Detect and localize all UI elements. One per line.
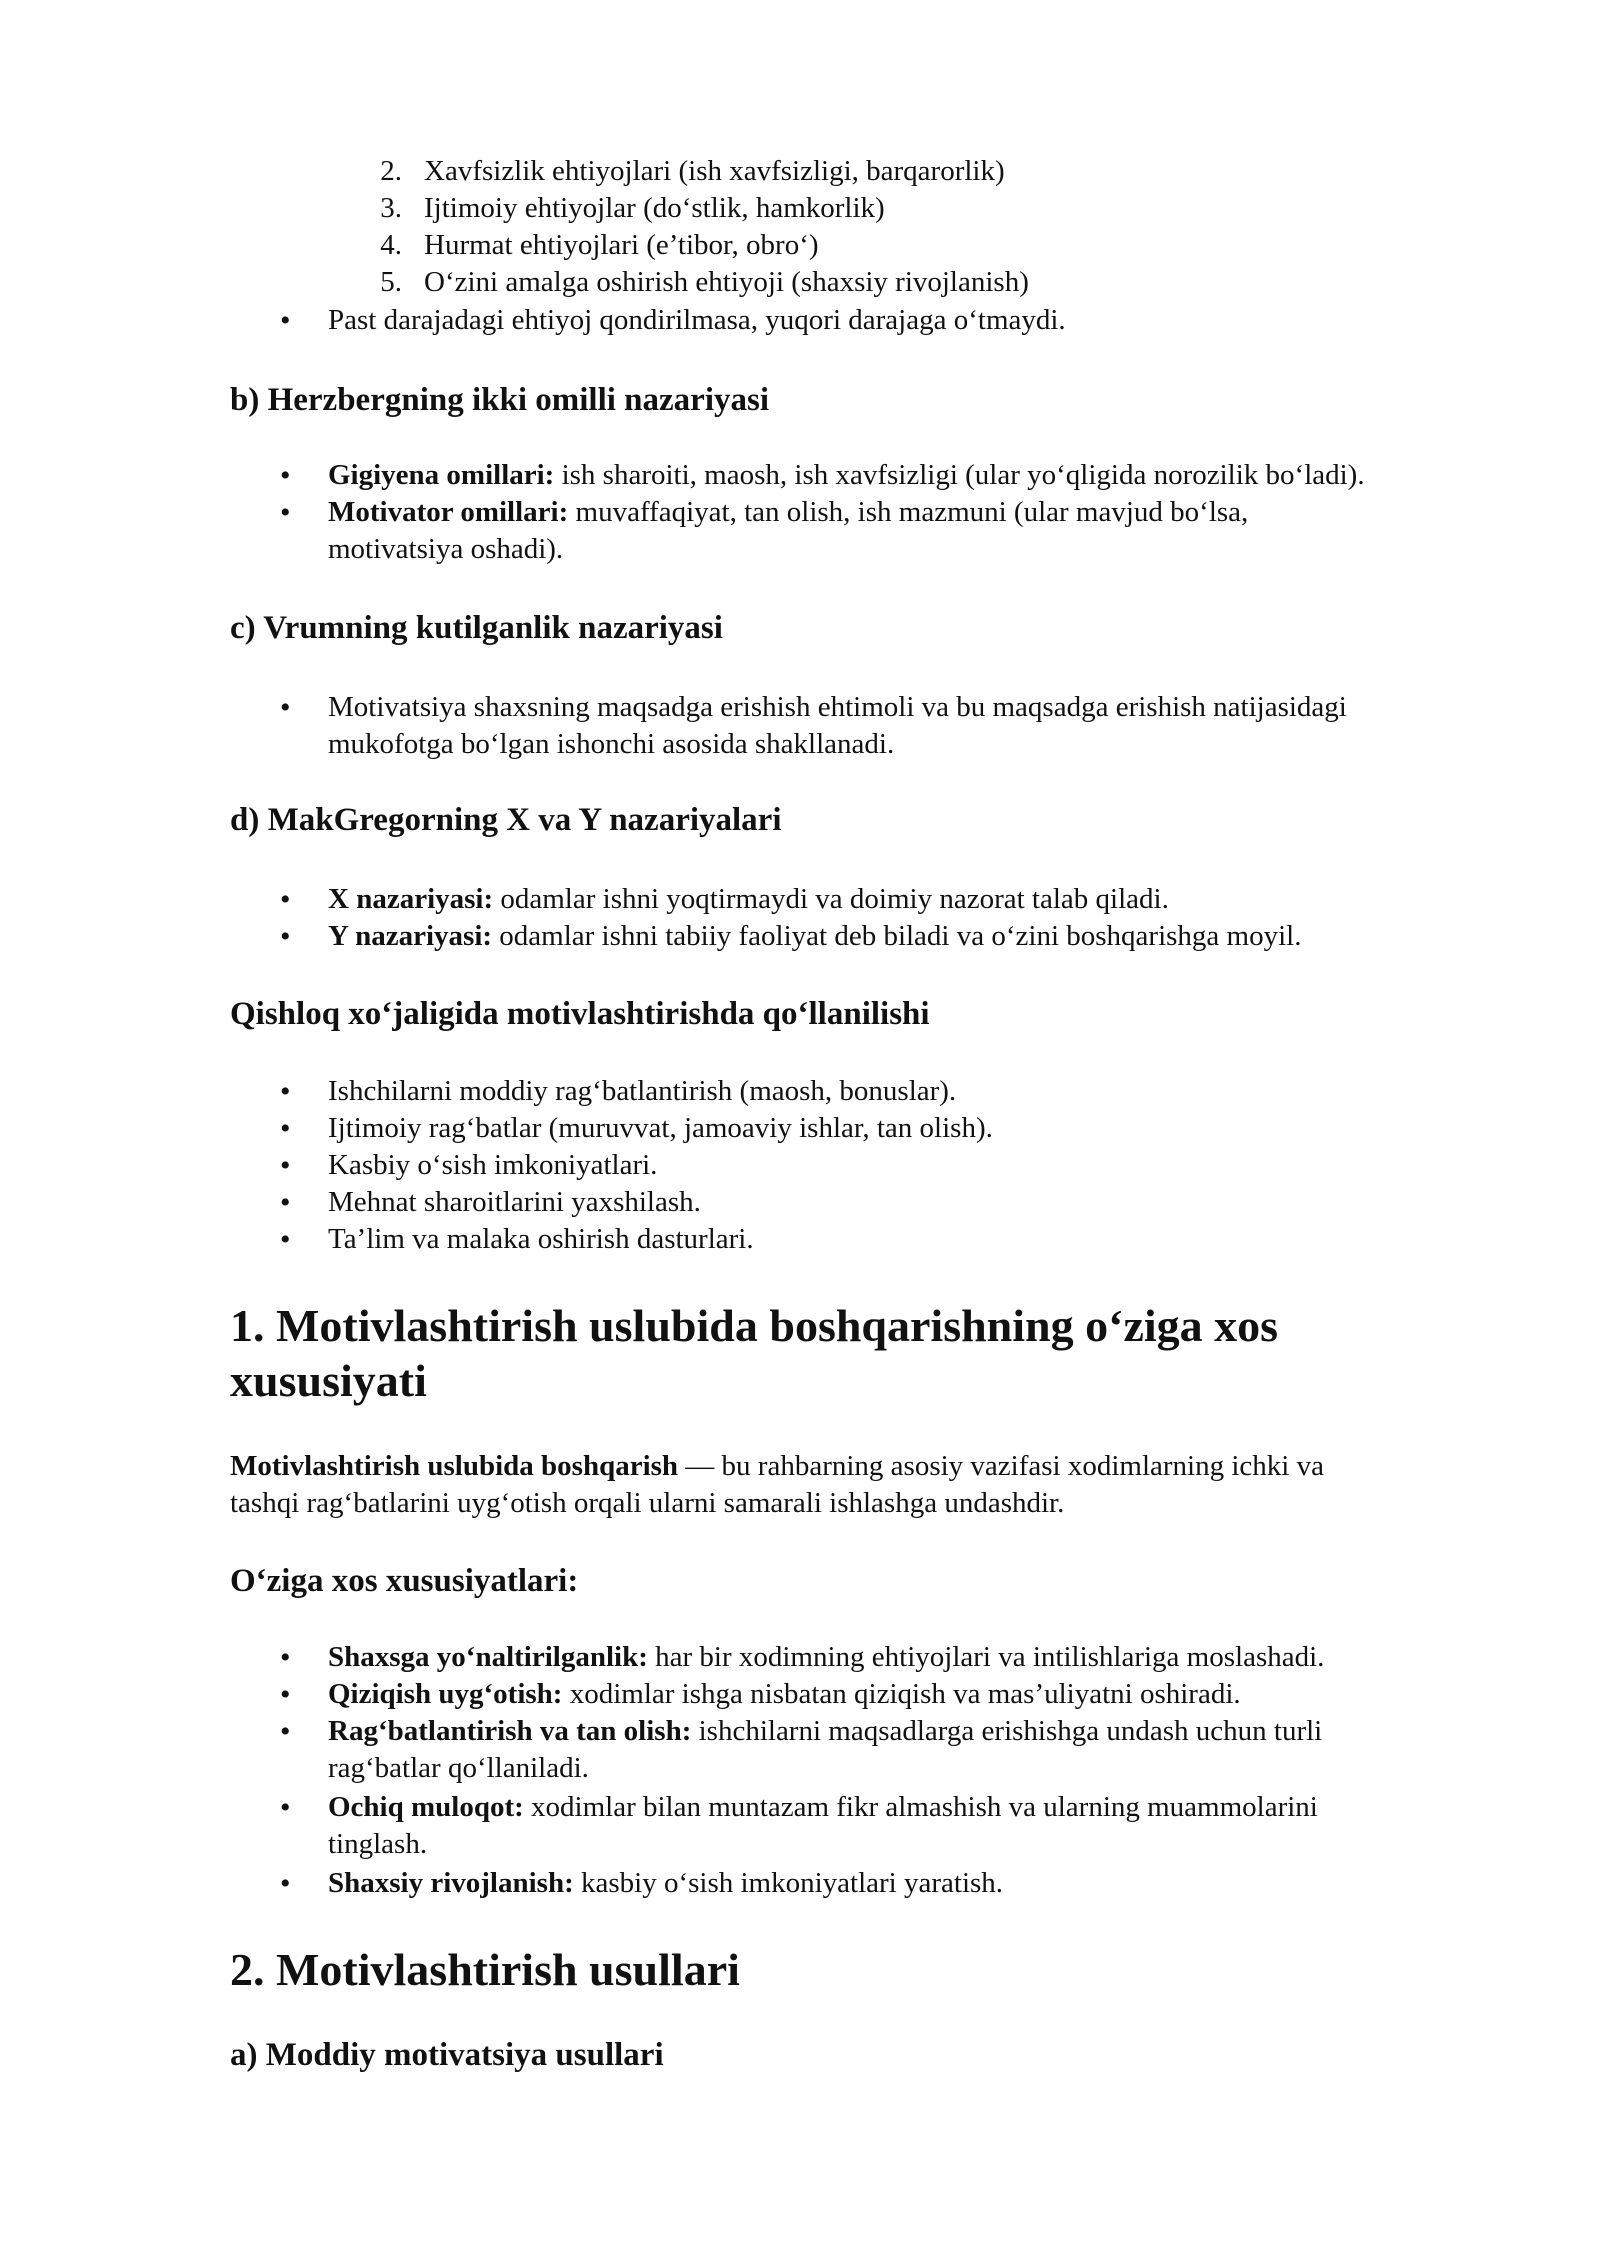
list-number: 5. bbox=[380, 266, 402, 298]
chapter-heading-1-continuation: xususiyati bbox=[230, 1355, 427, 1406]
list-item: Kasbiy o‘sish imkoniyatlari. bbox=[328, 1149, 658, 1181]
bullet-icon: • bbox=[280, 883, 291, 916]
list-item: Ishchilarni moddiy rag‘batlantirish (maosh, bonuslar). bbox=[328, 1075, 957, 1107]
list-item-continuation: tinglash. bbox=[328, 1828, 428, 1860]
bullet-icon: • bbox=[280, 1149, 291, 1182]
bullet-icon: • bbox=[280, 1075, 291, 1108]
list-item bbox=[328, 918, 1301, 955]
section-heading-herzberg: b) Herzbergning ikki omilli nazariyasi bbox=[230, 382, 770, 418]
chapter-heading-1: 1. Motivlashtirish uslubida boshqarishning o‘ziga xos bbox=[230, 1300, 1279, 1351]
term-description: har bir xodimning ehtiyojlari va intilishlariga moslashadi. bbox=[647, 1641, 1325, 1673]
term-description: kasbiy o‘sish imkoniyatlari yaratish. bbox=[573, 1867, 1004, 1899]
bullet-icon: • bbox=[280, 1715, 291, 1748]
bullet-icon: • bbox=[280, 496, 291, 529]
list-item bbox=[328, 494, 1248, 531]
definition-paragraph bbox=[230, 1448, 1324, 1485]
term-description: — bu rahbarning asosiy vazifasi xodimlarning ichki va bbox=[678, 1450, 1324, 1482]
bullet-icon: • bbox=[280, 459, 291, 492]
list-item-continuation: mukofotga bo‘lgan ishonchi asosida shakllanadi. bbox=[328, 728, 895, 760]
bullet-icon: • bbox=[280, 304, 291, 337]
list-item bbox=[328, 1639, 1324, 1676]
term-label: Y nazariyasi: bbox=[328, 920, 493, 952]
list-item: Motivatsiya shaxsning maqsadga erishish ehtimoli va bu maqsadga erishish natijasidagi bbox=[328, 691, 1347, 723]
term-description: ishchilarni maqsadlarga erishishga undash uchun turli bbox=[691, 1715, 1323, 1747]
term-description: odamlar ishni tabiiy faoliyat deb biladi va o‘zini boshqarishga moyil. bbox=[492, 920, 1302, 952]
bullet-icon: • bbox=[280, 1791, 291, 1824]
list-number: 3. bbox=[380, 192, 402, 224]
bullet-icon: • bbox=[280, 1641, 291, 1674]
list-item: Ijtimoiy ehtiyojlar (do‘stlik, hamkorlik) bbox=[424, 192, 885, 224]
list-item bbox=[328, 1789, 1318, 1826]
term-description: muvaffaqiyat, tan olish, ish mazmuni (ular mavjud bo‘lsa, bbox=[568, 496, 1249, 528]
term-description: odamlar ishni yoqtirmaydi va doimiy nazorat talab qiladi. bbox=[493, 883, 1169, 915]
list-item: Ta’lim va malaka oshirish dasturlari. bbox=[328, 1223, 754, 1255]
term-label: X nazariyasi: bbox=[328, 883, 494, 915]
bullet-icon: • bbox=[280, 1112, 291, 1145]
list-item-continuation: motivatsiya oshadi). bbox=[328, 533, 564, 565]
list-item bbox=[328, 1713, 1322, 1750]
list-item: Ijtimoiy rag‘batlar (muruvvat, jamoaviy ishlar, tan olish). bbox=[328, 1112, 993, 1144]
section-heading-vroom: c) Vrumning kutilganlik nazariyasi bbox=[230, 610, 723, 646]
bullet-icon: • bbox=[280, 1223, 291, 1256]
bullet-icon: • bbox=[280, 1186, 291, 1219]
list-item-continuation: rag‘batlar qo‘llaniladi. bbox=[328, 1752, 589, 1784]
term-label: Qiziqish uyg‘otish: bbox=[328, 1678, 563, 1710]
term-label: Motivlashtirish uslubida boshqarish bbox=[230, 1450, 679, 1482]
term-description: xodimlar ishga nisbatan qiziqish va mas’uliyatni oshiradi. bbox=[562, 1678, 1241, 1710]
bullet-icon: • bbox=[280, 920, 291, 953]
list-number: 2. bbox=[380, 155, 402, 187]
sub-heading-material-motivation: a) Moddiy motivatsiya usullari bbox=[230, 2037, 664, 2073]
list-item bbox=[328, 1676, 1241, 1713]
list-item bbox=[328, 457, 1365, 494]
list-number: 4. bbox=[380, 229, 402, 261]
term-label: Rag‘batlantirish va tan olish: bbox=[328, 1715, 692, 1747]
list-item bbox=[328, 881, 1169, 918]
chapter-heading-2: 2. Motivlashtirish usullari bbox=[230, 1944, 740, 1995]
term-description: ish sharoiti, maosh, ish xavfsizligi (ular yo‘qligida norozilik bo‘ladi). bbox=[554, 459, 1365, 491]
term-label: Motivator omillari: bbox=[328, 496, 569, 528]
section-heading-mcgregor: d) MakGregorning X va Y nazariyalari bbox=[230, 802, 782, 838]
list-item: Hurmat ehtiyojlari (e’tibor, obro‘) bbox=[424, 229, 819, 261]
bullet-icon: • bbox=[280, 1867, 291, 1900]
definition-paragraph-continuation: tashqi rag‘batlarini uyg‘otish orqali ularni samarali ishlashga undashdir. bbox=[230, 1487, 1065, 1519]
term-label: Gigiyena omillari: bbox=[328, 459, 555, 491]
section-heading-agriculture: Qishloq xo‘jaligida motivlashtirishda qo‘llanilishi bbox=[230, 996, 930, 1032]
list-item: Mehnat sharoitlarini yaxshilash. bbox=[328, 1186, 701, 1218]
list-item: Xavfsizlik ehtiyojlari (ish xavfsizligi, barqarorlik) bbox=[424, 155, 1005, 187]
term-label: Ochiq muloqot: bbox=[328, 1791, 524, 1823]
list-item: O‘zini amalga oshirish ehtiyoji (shaxsiy rivojlanish) bbox=[424, 266, 1029, 298]
bullet-icon: • bbox=[280, 691, 291, 724]
sub-heading-features: O‘ziga xos xususiyatlari: bbox=[230, 1563, 579, 1599]
list-item bbox=[328, 1865, 1003, 1902]
term-description: xodimlar bilan muntazam fikr almashish va ularning muammolarini bbox=[523, 1791, 1318, 1823]
term-label: Shaxsiy rivojlanish: bbox=[328, 1867, 574, 1899]
bullet-icon: • bbox=[280, 1678, 291, 1711]
list-item: Past darajadagi ehtiyoj qondirilmasa, yuqori darajaga o‘tmaydi. bbox=[328, 304, 1066, 336]
term-label: Shaxsga yo‘naltirilganlik: bbox=[328, 1641, 648, 1673]
